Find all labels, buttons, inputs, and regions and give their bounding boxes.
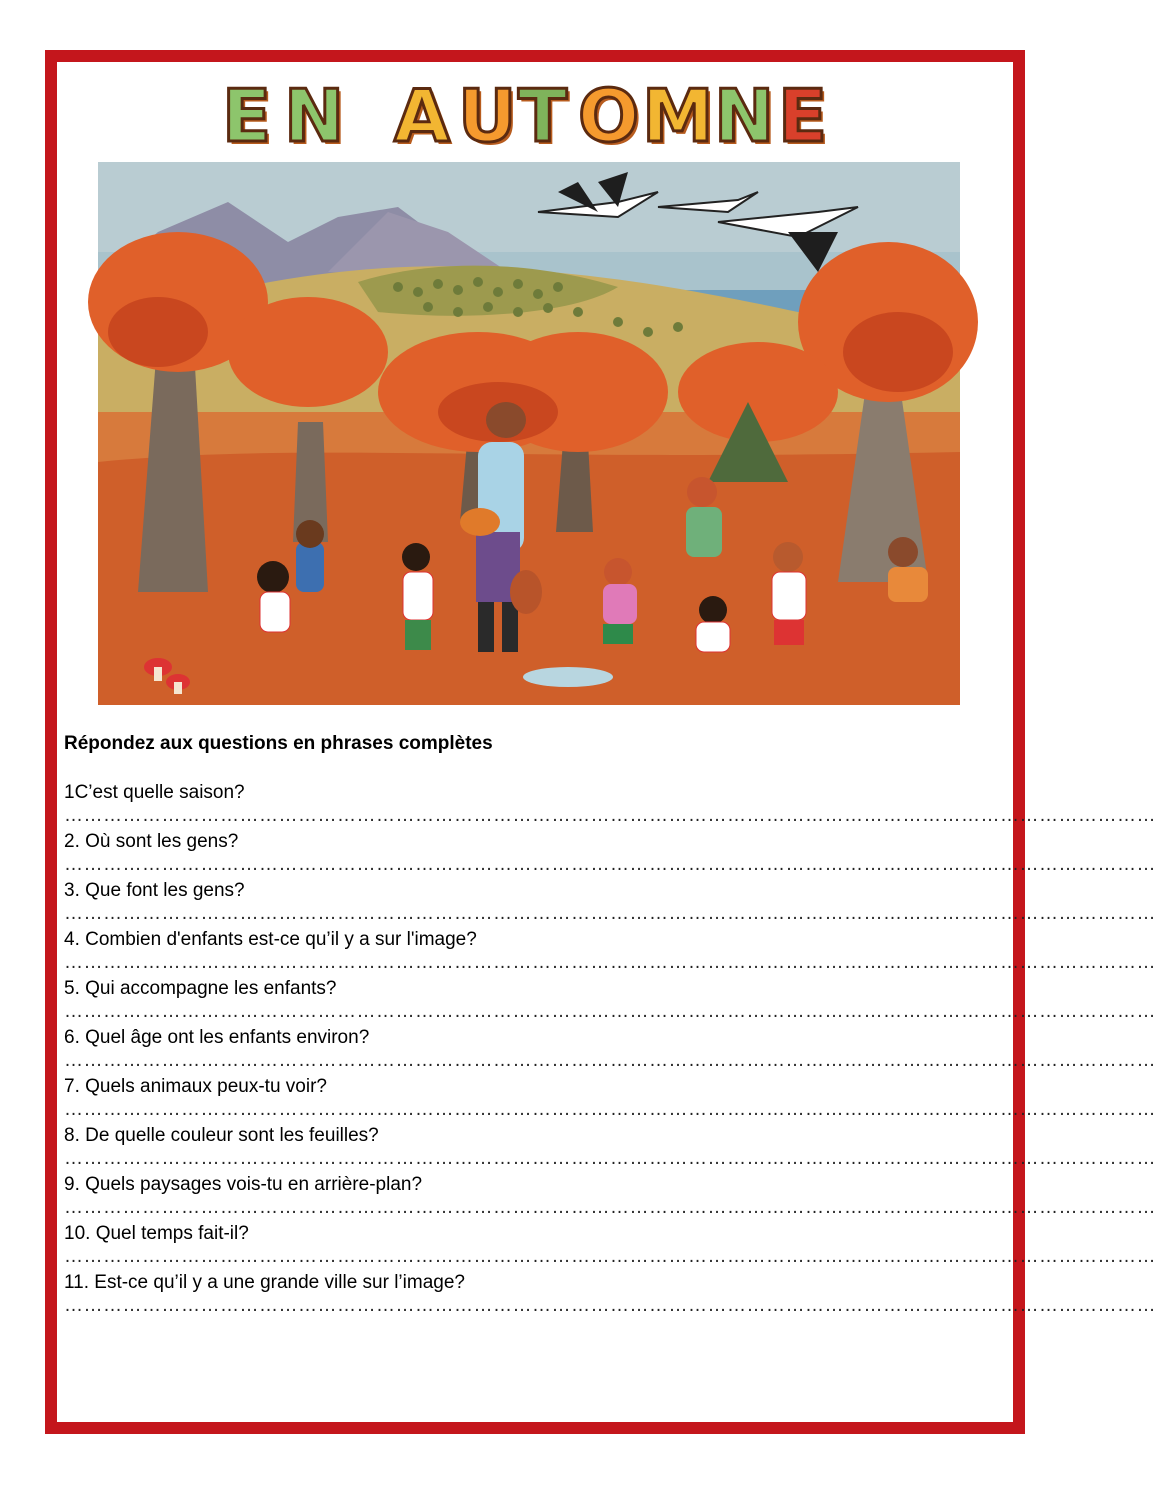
question-item [64,1221,1156,1270]
question-item [64,976,1156,1025]
title-letter: N [284,74,345,158]
question-item [64,927,1156,976]
question-text: 10. Quel temps fait-il? [64,1223,249,1244]
title-banner [222,72,842,158]
autumn-scene-illustration [98,162,960,705]
question-text: 1C’est quelle saison? [64,782,245,803]
title-letter: O [578,74,640,158]
question-text: 7. Quels animaux peux-tu voir? [64,1076,327,1097]
question-item [64,1270,1156,1319]
answer-line[interactable]: …………………………………………………………………………………………………………………………………………………… [64,1246,1156,1267]
answer-line[interactable]: …………………………………………………………………………………………………………………………………………………… [64,805,1156,826]
question-text: 3. Que font les gens? [64,880,245,901]
question-text: 2. Où sont les gens? [64,831,239,852]
questions-list [64,780,1156,1319]
instructions-heading: Répondez aux questions en phrases complètes [64,733,493,754]
title-letter: N [714,74,775,158]
question-item [64,1074,1156,1123]
autumn-park-scene-icon [98,162,960,705]
answer-line[interactable]: …………………………………………………………………………………………………………………………………………………… [64,903,1156,924]
question-text: 11. Est-ce qu’il y a une grande ville sur l’image? [64,1272,465,1293]
title-letter: E [778,74,828,158]
question-text: 5. Qui accompagne les enfants? [64,978,337,999]
question-text: 6. Quel âge ont les enfants environ? [64,1027,370,1048]
answer-line[interactable]: …………………………………………………………………………………………………………………………………………………… [64,952,1156,973]
answer-line[interactable]: …………………………………………………………………………………………………………………………………………………… [64,854,1156,875]
answer-line[interactable]: …………………………………………………………………………………………………………………………………………………… [64,1148,1156,1169]
answer-line[interactable]: …………………………………………………………………………………………………………………………………………………… [64,1099,1156,1120]
question-item [64,1123,1156,1172]
answer-line[interactable]: …………………………………………………………………………………………………………………………………………………… [64,1295,1156,1316]
answer-line[interactable]: …………………………………………………………………………………………………………………………………………………… [64,1001,1156,1022]
title-letter: E [222,74,272,158]
question-item [64,829,1156,878]
answer-line[interactable]: …………………………………………………………………………………………………………………………………………………… [64,1050,1156,1071]
question-text: 4. Combien d'enfants est-ce qu’il y a sur l'image? [64,929,477,950]
question-text: 8. De quelle couleur sont les feuilles? [64,1125,379,1146]
question-item [64,1172,1156,1221]
question-item [64,878,1156,927]
title-letter: M [642,74,714,158]
title-letter: U [458,74,517,158]
title-letter: T [518,74,568,158]
question-item [64,1025,1156,1074]
answer-line[interactable]: …………………………………………………………………………………………………………………………………………………… [64,1197,1156,1218]
title-letter: A [394,74,450,158]
question-item [64,780,1156,829]
question-text: 9. Quels paysages vois-tu en arrière-plan? [64,1174,423,1195]
